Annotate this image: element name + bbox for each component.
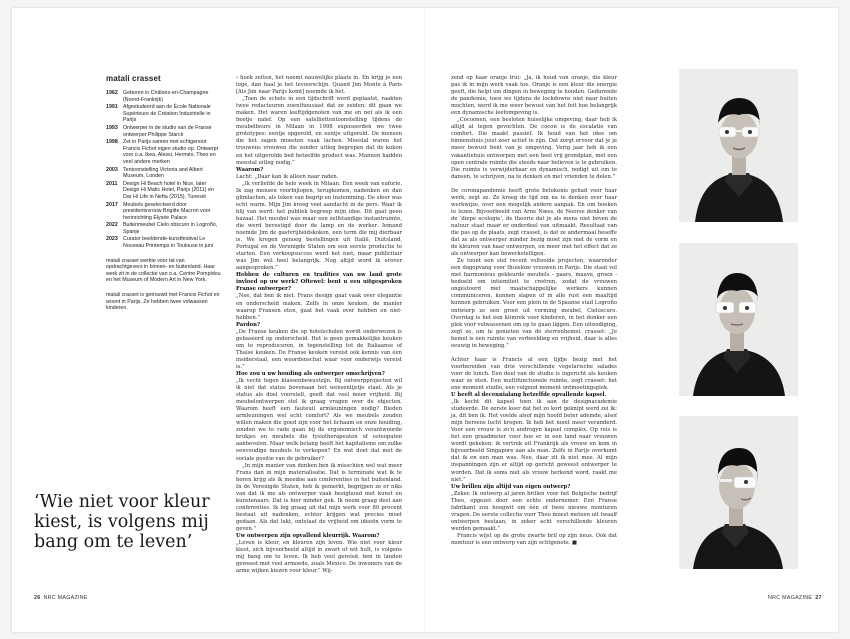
timeline-row [106,167,222,180]
portrait-illustration [679,243,798,396]
timeline-text: Buitenmeubel Cielo obscuro in Logroño, Spanje [123,222,218,235]
article-paragraph: „Ik vecht tegen klassenbewustzijn. Bij ontwerpprojecten wil ik niet dat status bovenaan het wensenlijstje staat. Als je status als doel voorstelt, geeft dat veel meer vrijheid. Bij meubelontwerpen stel ik graag vragen over de objecten. Waarom heeft een fauteuil armleuningen nodig? Bieden armleuningen wel echt comfort? Als we meubels zouden willen maken die goed zijn voor het lichaam en onze houding, zouden we te rade gaan bij de ergonomisch verantwoorde krukjes en meubels die fysiotherapeuten of osteopaten aanbevelen. Maar welk belang heeft het kapitalisme om zulke eenvoudige meubels te verkopen? En wat doet dat met de sociale positie van de gebruiker? [236,378,402,462]
interview-question: Pardon? [236,321,261,328]
interview-question: Uw brillen zijn altijd van eigen ontwerp? [451,483,571,490]
timeline-row [106,125,222,138]
timeline-row [106,222,222,235]
timeline-year: 2017 [106,201,118,208]
article-paragraph: „In mijn manier van denken ben ik misschien wel wat meer Frans dan in mijn materialisatie. Dat is terminate wat ik te horen krijg als ik meedoe aan conferenties in het buitenland. In de Verenigde Staten, heb ik gemerkt, begrijpen ze er niks van dat ik me als ontwerper vaak bezighoud met kunst en kunstenaars. Dat is hier minder gek. Ik neem graag deel aan conferenties. Ik leg graag uit dat mijn werk voor 80 procent bestaat uit nadenken, echter krijgen wat precies moet gedaan. Als dat lukt, ontstaat de vrijheid om ideeën vorm te geven.” [236,462,402,532]
timeline-text: Geboren in Châlons-en-Champagne (Noord-Frankrijk) [123,90,209,103]
portrait-photo-front [679,69,798,222]
footer-right [768,595,822,601]
page-gutter [424,8,425,632]
timeline-year: 2022 [106,222,118,229]
timeline-year: 2023 [106,236,118,243]
timeline-year: 1993 [106,124,118,131]
magazine-title-right: NRC MAGAZINE [768,595,813,601]
timeline-row [106,181,222,201]
timeline-year: 2011 [106,180,118,187]
article-paragraph: zend op haar oranje trui: „Ja, ik houd van oranje, die kleur pas ik in mijn werk vaak toe. Oranje is een kleur die energie geeft, die helpt om dingen in beweging te houden. Gedurende de pandemie, toen we tijdens de lockdowns niet naar buiten mochten, werd ik me weer bewust van het feit hoe belangrijk een dynamische leefomgeving is. [451,75,617,117]
magazine-spread [12,8,838,632]
interview-question: Hebben de culturen en tradities van uw land grote invloed op uw werk? Oftewel: bent u een uitgesproken Franse ontwerper? [236,272,402,293]
article-paragraph: Achter haar is Francis al een tijdje bezig met het voorbereiden van drie verschillende vegetarische salades voor de lunch. Een deel van de studio is ingericht als keuken waar ze eten. Een multifunctionele ruimte, zegt crasset: het ene moment studio, een volgend moment ontmoetingsplek. [451,356,617,391]
article-paragraph: „Ik verliefde de hele week in Milaan. Een week van euforie. Ik zag mensen voorbijlopen, terugkomen, nadenken en dan glimlachen, als teken van begrip en instemming. De sfeer was echt warm. Mijn Jim kreeg veel aandacht in de pers. Waar ik blij van werd: het publiek begreep mijn idee. Dit gaat geen bazaal. Het meubel was maar een zelfstandige instantruimte, die werd bevestigd door de lamp en de werker. Iemand noemde Jim de gastvrijheidskokon, een term die mij dierbaar is. We kregen genoeg bestellingen uit Italië, Duitsland, Portugal en de Verenigde Staten om een eerste productie te starten. Een verkoopsucces werd het niet, maar publicitair was Jim wel heel belangrijk. Nog altijd word ik erover aangesproken.” [236,180,402,272]
bio-note-personal: matali crasset is getrouwd met Francis Fichot en woont in Parijs. Ze hebben twee volwassen kinderen. [106,292,220,312]
timeline-text: Meubels geselecteerd door presidentsvrouw Brigitte Macron voor herinrichting Élysée Palace [123,201,211,221]
article-paragraph: „Toen de schets in een tijdschrift werd geplaatst, raakten twee redacteuren zoenthousiast dat ze zeiden: dit gaan we maken. Het waren leeftijdgenoten van me en net als ik een beetje naïef. Op een satelliettentoonstelling tijdens de meubelbeurs in Milaan in 1998 exposeerden we twee prototypes: eentje opgerold, en eentje uitgerold. De mensen die het zagen moesten vaak lachen. Meestal waren het trouwens vrouwen die zonder uitleg begrepen dat de kokon en het uitgerolde bed hetzelfde product was. Mannen hadden meestal uitleg nodig.” [236,96,402,166]
article-paragraph: Francis wijst op de grote zwarte bril op zijn neus. Ook dat montuur is een ontwerp van zijn echtgenote. ■ [451,532,617,546]
timeline-text: Ontwerper in de studio van de Franse ontwerper Philippe Starck [123,124,212,138]
portrait-photo-profile [679,416,798,569]
article-paragraph: „Zeker. Ik ontwerp al jaren brillen voor het Belgische bedrijf Theo, opgezet door een echte ondernemer. Een Franse fabrikant zou hoogwit om één of twee nieuwe monturen vragen. De eerste collectie voor Theo moest meteen uit twaalf ontwerpen bestaan, in zeker acht verschillende kleuren werden gemaakt.” [451,490,617,532]
article-paragraph: „Cocoonen, een besloten huiselijke omgeving, daar heb ik altijd al tegen gevochten. De cocon is de escalatie van comfort. Die maakt passief. Ik houd van het idee om binnenshuis juist zeer actief te zijn. Dat zorgt ervoor dat je je meer bewust bent van je omgeving. Vorig jaar heb ik een vakantiehuis ontworpen met een heel vrij grondplan, met een open centrale ruimte die steeds naar believen is te gebruiken. Die ruimte is verwijderbaar en dynamisch, nodigt uit om te dansen, te schrijven, na te denken en met vrienden te delen.” [451,117,617,180]
article-paragraph: „Nee, dat ben ik niet. Frans design gaat vaak over elegantie en onderscheid maken. Zelfs in onze keuken, de manier waarop Fransen eten, gaat het vaak over hebben en niet-hebben.” [236,293,402,321]
article-paragraph: „De Franse keuken die op hotelscholen wordt onderwezen is gebaseerd op onderscheid. Het is geen gemakkelijke keuken om te reproduceren, in tegenstelling tot de Italiaanse of Thaise keuken. De Franse keuken vereist ook kennis van een insiderstaal, een woordenschat waar voor onderwijs vereist is.” [236,328,402,370]
timeline-text: Tentoonstelling Victoria and Albert Museum, Londen [123,166,203,180]
magazine-title-left: NRC MAGAZINE [43,595,88,601]
timeline-text: Zet in Parijs samen met echtgenoot Francis Fichot eigen studio op. Ontwerpt voor o.a. Ikea, Alessi, Hermès, Theo en veel andere merken [123,139,219,165]
page-number-left: 26 [34,595,41,601]
timeline-year: 1962 [106,90,118,96]
timeline-row [106,202,222,222]
timeline-row [106,236,222,249]
interview-question: Waarom? [236,166,264,173]
page-number-right: 27 [815,595,822,601]
footer-left [34,595,88,601]
article-paragraph: Lacht: „Daar kan ik alleen naar raden. [236,173,339,180]
interview-question: Hoe zou u uw houding als ontwerper omschrijven? [236,370,385,377]
portrait-illustration [679,69,798,222]
article-paragraph: De coronapandemie heeft grote betekenis gehad voor haar werk, zegt ze. Ze kreeg de tijd om na te denken over haar werkwijze, over een mogelijk andere aanpak. En om boeken te lezen. Bijvoorbeeld van Arne Næss, de Noorse denker van de ‘diepe ecologie’, de theorie dat je als mens niet boven de natuur staat maar er onderdeel van uitmaakt. Resultaat van die pas op de plaats, zegt crasset, is dat ze andermaal beseffe dat ze als ontwerper minder bezig moet zijn met de vorm en de kleuren van haar ontwerpen, en meer met het effect dat ze als ontwerper kan bewerkstelligen. [451,187,617,258]
portrait-illustration [679,416,798,569]
bio-sidebar [106,74,222,312]
interview-question: Uw ontwerpen zijn opvallend kleurrijk. Waarom? [236,533,380,540]
article-paragraph: „Leven is kleur, en kleuren zijn leven. Wie niet voor kleur kiest, zich bijvoorbeeld altijd in zwart of wit hult, is volgens mij bang om te leven. Ik heb veel gereisd, ben in landen geweest met veel armoede, zoals Mexico. De inwoners van de arme wijken kiezen voor kleur.” Wij- [236,540,402,575]
timeline-text: Afgestudeerd aan de École Nationale Supérieure de Création Industrielle in Parijs [123,104,211,124]
timeline-row [106,104,222,124]
article-paragraph: Ze toont een stel recent voltooide projecten, waaronder een dagopvang voor thuisloze vrouwen in Parijs. Die staat vol met harmonieus gekleurde meubels - paars, mauve, groen - bedoeld om intiemiteit te creëren, zodat de vrouwen ongestoord met maatschappelijke werkers kunnen communiceren, kunnen slapen of in alle rust een maaltijd kunnen gebruiken. Voor een plein in de Spaanse stad Logroño ontwierp ze een groot uit vorming meubel, Cieloscuro. Overdag is het een klimrek voor kinderen, in het donker een plek voor volwassenen om op te gaan liggen. Een uitnodiging, zegt ze, om te genieten van de sterrenhemel. crasset: „Je hemel is een ruimte van verbeelding en vrijheid, daar is alles eeuwig in beweging.” [451,258,617,349]
bio-note-work: matali crasset werkte voor tal van opdrachtgevers in binnen- en buitenland. Haar werk zit in de collectie van o.a. Centre Pompidou en het Museum of Modern Art in New York. [106,257,221,284]
timeline-year: 1991 [106,104,118,111]
timeline-row [106,90,222,103]
portrait-photo-three-quarter [679,243,798,396]
interview-question: U heeft al decennialang hetzelfde opvallende kapsel. [451,392,607,399]
article-paragraph: „Ik kocht dit kapsel toen ik aan de designacademie studeerde. De eerste keer dat het zo kort geknipt werd zei ik: ja, dit ben ik. Het voelde alsof mijn hoofd beter ademde, alsof mijn hersens lucht kregen. Ik heb het nooit meer veranderd. Voor een vrouw is zo’n androgyn kapsel complex. Op reis is het een graadmeter voor hoe er in een land naar vrouwen wordt gekeken: ik vertrek uit Frankrijk als vrouw en kom in bijvoorbeeld Singapore aan als man. Zelfs in Parijs overkomt dat ik en een man was. Nee, daar zit ik niet mee. Al mijn inspanningen zijn er altijd op gericht geweest ontwerper te worden. Dat ik soms niet als vrouw herkend word, raakt me niet.” [451,399,617,483]
article-column-2 [451,75,617,547]
article-column-1 [236,75,402,575]
pull-quote: ‘Wie niet voor kleur kiest, is volgens mij bang om te leven’ [34,492,210,552]
article-paragraph: ‹ hoek zetten, het neemt nauwelijks plaats in. En krijg je een logé, dan haal je het tevoorschijn. Quand Jim Monte à Paris [Als Jim naar Parijs komt] noemde ik het. [236,75,402,96]
bio-timeline [106,90,222,250]
timeline-text: Curator beeldende-kunstfestival Le Nouveau Printemps in Toulouse in juni [123,236,214,250]
timeline-row [106,139,222,165]
timeline-year: 1998 [106,139,118,146]
bio-name: matali crasset [106,74,161,83]
timeline-text: Design Hi Beach hotel in Nice, later Design Hi Matic Hotel, Parijs (2011) en Dar Hi Life in Nefta (2015), Tunesië [123,180,214,200]
timeline-year: 2003 [106,166,118,173]
